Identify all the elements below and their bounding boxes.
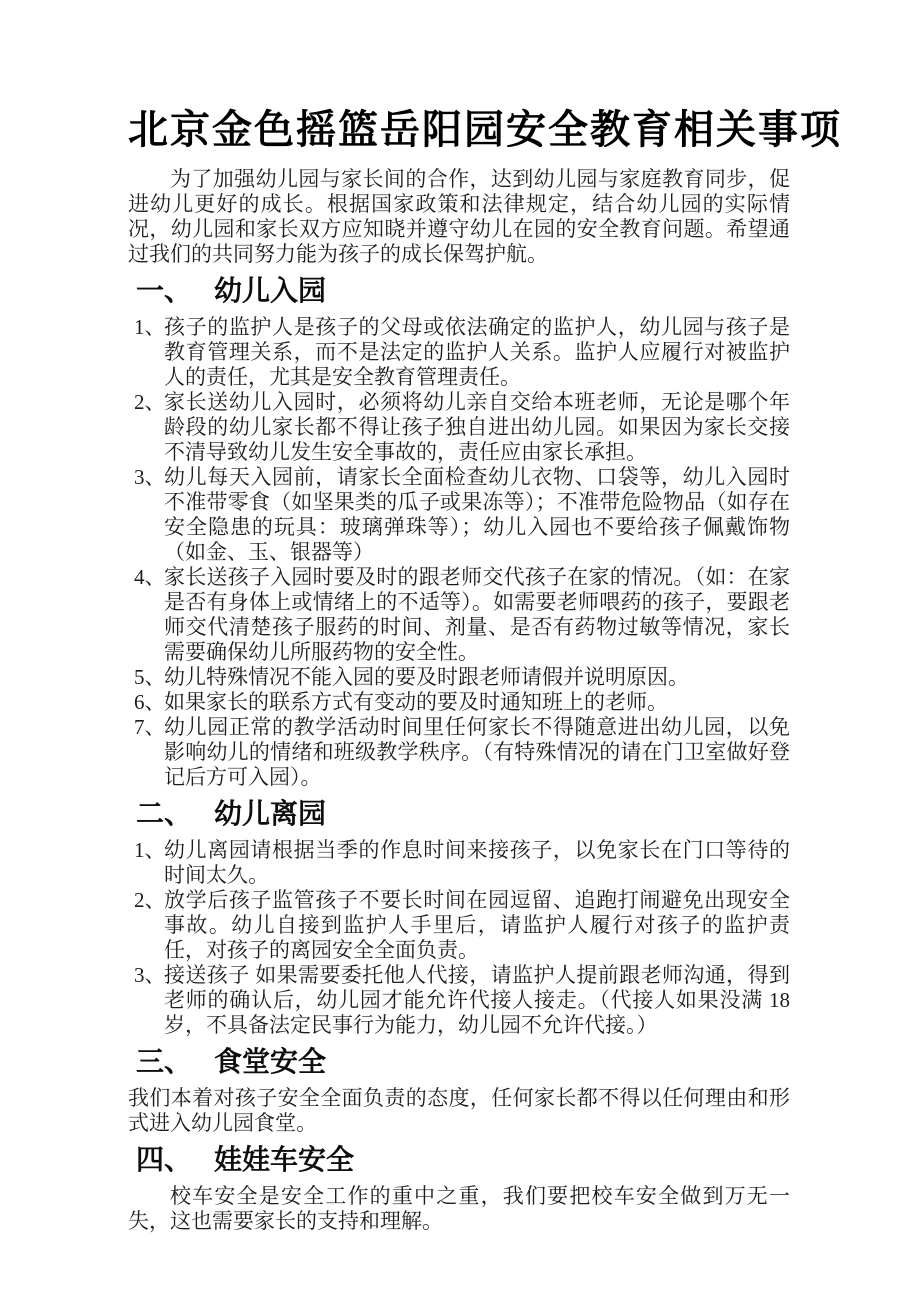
item-text: 接送孩子 如果需要委托他人代接，请监护人提前跟老师沟通，得到老师的确认后，幼儿园才能允许代接人接走。（代接人如果没满 18 岁，不具备法定民事行为能力，幼儿园不允许代接。） <box>164 963 790 1037</box>
list-item <box>128 465 790 565</box>
section-2-title: 幼儿离园 <box>214 799 327 830</box>
section-heading-1 <box>136 276 790 308</box>
list-item <box>128 390 790 465</box>
section-4-title: 娃娃车安全 <box>214 1145 355 1176</box>
section-1-title: 幼儿入园 <box>214 276 327 307</box>
section-2-list <box>128 838 790 1038</box>
item-text: 如果家长的联系方式有变动的要及时通知班上的老师。 <box>164 690 668 714</box>
item-number: 3、 <box>134 963 166 987</box>
item-number: 2、 <box>134 888 166 912</box>
item-number: 4、 <box>134 565 166 589</box>
section-1-number: 一、 <box>136 276 193 307</box>
list-item <box>128 315 790 390</box>
item-number: 1、 <box>134 315 166 339</box>
section-1-list <box>128 315 790 790</box>
item-text: 幼儿每天入园前，请家长全面检查幼儿衣物、口袋等，幼儿入园时不准带零食（如坚果类的瓜子或果冻等）；不准带危险物品（如存在安全隐患的玩具：玻璃弹珠等）；幼儿入园也不要给孩子佩戴饰物（如金、玉、银器等） <box>164 465 790 564</box>
item-text: 家长送幼儿入园时，必须将幼儿亲自交给本班老师，无论是哪个年龄段的幼儿家长都不得让孩子独自进出幼儿园。如果因为家长交接不清导致幼儿发生安全事故的，责任应由家长承担。 <box>164 390 790 464</box>
list-item <box>128 963 790 1038</box>
item-text: 幼儿特殊情况不能入园的要及时跟老师请假并说明原因。 <box>164 665 689 689</box>
item-text: 幼儿园正常的教学活动时间里任何家长不得随意进出幼儿园，以免影响幼儿的情绪和班级教学秩序。（有特殊情况的请在门卫室做好登记后方可入园）。 <box>164 715 790 789</box>
item-text: 孩子的监护人是孩子的父母或依法确定的监护人，幼儿园与孩子是教育管理关系，而不是法定的监护人关系。监护人应履行对被监护人的责任，尤其是安全教育管理责任。 <box>164 315 790 389</box>
list-item <box>128 565 790 665</box>
item-text: 家长送孩子入园时要及时的跟老师交代孩子在家的情况。（如：在家是否有身体上或情绪上的不适等）。如需要老师喂药的孩子，要跟老师交代清楚孩子服药的时间、剂量、是否有药物过敏等情况，家长需要确保幼儿所服药物的安全性。 <box>164 565 790 664</box>
section-2-number: 二、 <box>136 799 193 830</box>
section-4-number: 四、 <box>136 1145 193 1176</box>
item-number: 2、 <box>134 390 166 414</box>
item-number: 6、 <box>134 690 166 714</box>
item-number: 5、 <box>134 665 166 689</box>
item-number: 1、 <box>134 838 166 862</box>
section-3-paragraph: 我们本着对孩子安全全面负责的态度，任何家长都不得以任何理由和形式进入幼儿园食堂。 <box>128 1086 790 1135</box>
section-3-number: 三、 <box>136 1047 193 1078</box>
section-heading-4 <box>136 1145 790 1177</box>
item-text: 幼儿离园请根据当季的作息时间来接孩子，以免家长在门口等待的时间太久。 <box>164 838 790 887</box>
list-item <box>128 888 790 963</box>
section-4-paragraph: 校车安全是安全工作的重中之重，我们要把校车安全做到万无一失，这也需要家长的支持和理解。 <box>128 1184 790 1233</box>
document-title: 北京金色摇篮岳阳园安全教育相关事项 <box>128 107 842 152</box>
section-heading-2 <box>136 799 790 831</box>
list-item <box>128 838 790 888</box>
list-item <box>128 665 790 690</box>
intro-paragraph: 为了加强幼儿园与家长间的合作，达到幼儿园与家庭教育同步，促进幼儿更好的成长。根据国家政策和法律规定，结合幼儿园的实际情况，幼儿园和家长双方应知晓并遵守幼儿在园的安全教育问题。希望通过我们的共同努力能为孩子的成长保驾护航。 <box>128 167 790 266</box>
list-item <box>128 715 790 790</box>
item-text: 放学后孩子监管孩子不要长时间在园逗留、追跑打闹避免出现安全事故。幼儿自接到监护人手里后，请监护人履行对孩子的监护责任，对孩子的离园安全全面负责。 <box>164 888 790 962</box>
item-number: 3、 <box>134 465 166 489</box>
item-number: 7、 <box>134 715 166 739</box>
section-heading-3 <box>136 1047 790 1079</box>
list-item <box>128 690 790 715</box>
section-3-title: 食堂安全 <box>214 1047 327 1078</box>
